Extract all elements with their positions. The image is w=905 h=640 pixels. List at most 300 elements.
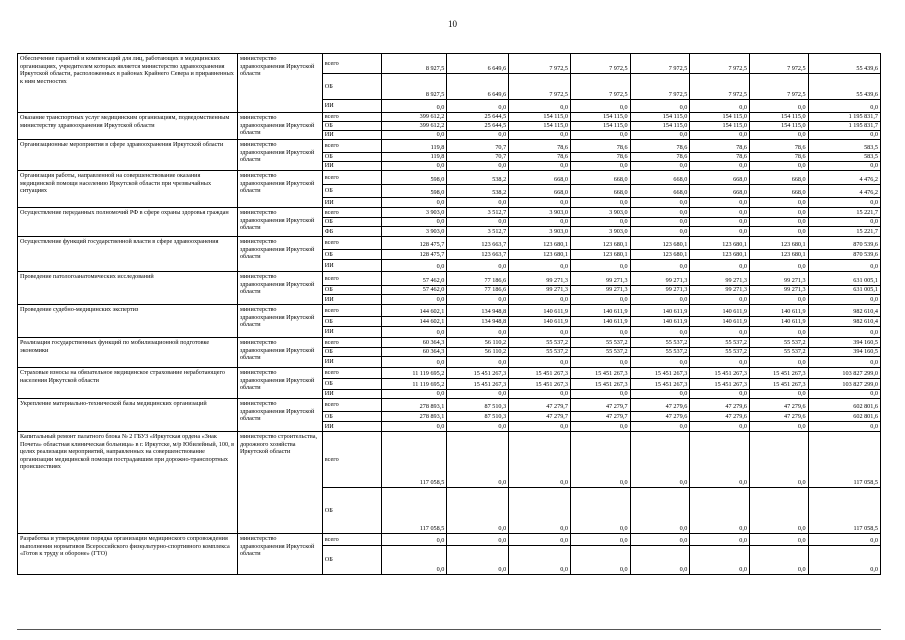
year-value-cell: 3 903,0: [570, 227, 630, 237]
funding-source: ОБ: [322, 546, 382, 575]
year-value-cell: 154 115,0: [750, 113, 809, 122]
total-value-cell: 631 005,1: [808, 272, 880, 286]
year-value-cell: 99 271,3: [690, 272, 750, 286]
total-value-cell: 4 476,2: [808, 171, 880, 185]
total-value-cell: 0,0: [808, 327, 880, 338]
year-value-cell: 123 680,1: [509, 250, 571, 260]
year-value-cell: 3 903,0: [509, 227, 571, 237]
executor-name: министерство здравоохранения Иркутской области: [237, 272, 322, 305]
year-value-cell: 538,2: [447, 171, 509, 185]
year-value-cell: 0,0: [509, 546, 571, 575]
total-value-cell: 394 160,5: [808, 338, 880, 348]
program-funding-table: [17, 53, 881, 575]
year-value-cell: 154 115,0: [690, 122, 750, 131]
year-value-cell: 55 537,2: [630, 348, 690, 357]
total-value-cell: 15 221,7: [808, 227, 880, 237]
year-value-cell: 0,0: [382, 422, 447, 432]
year-value-cell: 0,0: [447, 295, 509, 305]
year-value-cell: 78,6: [509, 140, 571, 153]
funding-source: ИИ: [322, 390, 382, 399]
year-value-cell: 47 279,7: [570, 412, 630, 422]
page-number: 10: [448, 19, 457, 29]
year-value-cell: 0,0: [750, 357, 809, 368]
year-value-cell: 55 537,2: [509, 338, 571, 348]
total-value-cell: 583,5: [808, 140, 880, 153]
year-value-cell: 0,0: [690, 198, 750, 208]
year-value-cell: 0,0: [447, 218, 509, 227]
year-value-cell: 0,0: [750, 260, 809, 272]
year-value-cell: 0,0: [690, 218, 750, 227]
year-value-cell: 99 271,3: [570, 272, 630, 286]
executor-name: министерство здравоохранения Иркутской области: [237, 171, 322, 208]
year-value-cell: 47 279,6: [690, 399, 750, 412]
year-value-cell: 0,0: [570, 162, 630, 171]
year-value-cell: 56 110,2: [447, 348, 509, 357]
total-value-cell: 1 195 831,7: [808, 113, 880, 122]
year-value-cell: 3 903,0: [382, 227, 447, 237]
year-value-cell: 57 462,0: [382, 286, 447, 295]
year-value-cell: 47 279,7: [509, 399, 571, 412]
year-value-cell: 0,0: [509, 390, 571, 399]
measure-name: Реализация государственных функций по мобилизационной подготовке экономики: [18, 338, 238, 368]
year-value-cell: 78,6: [690, 153, 750, 162]
total-value-cell: 602 801,6: [808, 412, 880, 422]
year-value-cell: 0,0: [750, 208, 809, 218]
year-value-cell: 0,0: [630, 546, 690, 575]
year-value-cell: 3 512,7: [447, 227, 509, 237]
year-value-cell: 78,6: [630, 140, 690, 153]
year-value-cell: 0,0: [750, 198, 809, 208]
year-value-cell: 7 972,5: [509, 54, 571, 74]
year-value-cell: 0,0: [509, 198, 571, 208]
year-value-cell: 668,0: [570, 171, 630, 185]
year-value-cell: 0,0: [382, 100, 447, 113]
year-value-cell: 0,0: [570, 432, 630, 488]
year-value-cell: 0,0: [750, 227, 809, 237]
year-value-cell: 0,0: [750, 295, 809, 305]
funding-source: ИИ: [322, 260, 382, 272]
year-value-cell: 0,0: [509, 131, 571, 140]
year-value-cell: 0,0: [509, 327, 571, 338]
funding-source: ОБ: [322, 348, 382, 357]
year-value-cell: 119,8: [382, 140, 447, 153]
year-value-cell: 0,0: [382, 390, 447, 399]
total-value-cell: 394 160,5: [808, 348, 880, 357]
year-value-cell: 0,0: [630, 534, 690, 546]
year-value-cell: 78,6: [570, 153, 630, 162]
funding-source: ОБ: [322, 379, 382, 390]
funding-source: ОБ: [322, 488, 382, 534]
table-row: [18, 338, 881, 348]
funding-source: всего: [322, 113, 382, 122]
year-value-cell: 87 510,3: [447, 399, 509, 412]
year-value-cell: 0,0: [570, 100, 630, 113]
total-value-cell: 631 005,1: [808, 286, 880, 295]
year-value-cell: 119,8: [382, 153, 447, 162]
year-value-cell: 7 972,5: [690, 54, 750, 74]
year-value-cell: 0,0: [630, 295, 690, 305]
year-value-cell: 0,0: [750, 488, 809, 534]
year-value-cell: 140 611,9: [509, 317, 571, 327]
total-value-cell: 103 827 299,0: [808, 368, 880, 379]
year-value-cell: 0,0: [382, 534, 447, 546]
measure-name: Обеспечение гарантий и компенсаций для лиц, работающих в медицинских организациях, учредителем которых является министерство здравоохранения Иркутской области, расположенных в районах Крайнего Севера и приравненных к ним местностях: [18, 54, 238, 113]
total-value-cell: 55 439,6: [808, 54, 880, 74]
table-row: [18, 140, 881, 153]
year-value-cell: 0,0: [509, 100, 571, 113]
year-value-cell: 399 612,2: [382, 122, 447, 131]
year-value-cell: 0,0: [447, 534, 509, 546]
year-value-cell: 0,0: [630, 422, 690, 432]
year-value-cell: 55 537,2: [630, 338, 690, 348]
measure-name: Организация работы, направленной на совершенствование оказания медицинской помощи населению Иркутской области при чрезвычайных ситуациях: [18, 171, 238, 208]
measure-name: Капитальный ремонт палатного блока № 2 ГБУЗ «Иркутская ордена «Знак Почета» областная клиническая больница» в г. Иркутске, м/р Юбилейный, 100, в целях реализации мероприятий, направленных на совершенствование организации медицинской помощи пострадавшим при дорожно-транспортных происшествиях: [18, 432, 238, 534]
table-row: [18, 171, 881, 185]
year-value-cell: 117 058,5: [382, 432, 447, 488]
year-value-cell: 128 475,7: [382, 250, 447, 260]
year-value-cell: 154 115,0: [509, 122, 571, 131]
year-value-cell: 15 451 267,3: [570, 368, 630, 379]
year-value-cell: 55 537,2: [509, 348, 571, 357]
total-value-cell: 117 058,5: [808, 488, 880, 534]
year-value-cell: 144 602,1: [382, 305, 447, 317]
year-value-cell: 0,0: [630, 218, 690, 227]
year-value-cell: 0,0: [447, 357, 509, 368]
year-value-cell: 123 663,7: [447, 237, 509, 250]
year-value-cell: 99 271,3: [690, 286, 750, 295]
year-value-cell: 140 611,9: [570, 305, 630, 317]
year-value-cell: 0,0: [750, 162, 809, 171]
total-value-cell: 15 221,7: [808, 208, 880, 218]
total-value-cell: 982 610,4: [808, 305, 880, 317]
year-value-cell: 668,0: [690, 171, 750, 185]
funding-source: ОБ: [322, 74, 382, 100]
total-value-cell: 0,0: [808, 260, 880, 272]
year-value-cell: 87 510,3: [447, 412, 509, 422]
total-value-cell: 602 801,6: [808, 399, 880, 412]
measure-name: Осуществление переданных полномочий РФ в сфере охраны здоровья граждан: [18, 208, 238, 237]
year-value-cell: 7 972,5: [509, 74, 571, 100]
executor-name: министерство здравоохранения Иркутской области: [237, 54, 322, 113]
year-value-cell: 123 680,1: [509, 237, 571, 250]
year-value-cell: 0,0: [630, 227, 690, 237]
year-value-cell: 99 271,3: [630, 272, 690, 286]
year-value-cell: 60 364,3: [382, 338, 447, 348]
year-value-cell: 0,0: [630, 260, 690, 272]
year-value-cell: 117 058,5: [382, 488, 447, 534]
year-value-cell: 154 115,0: [630, 122, 690, 131]
year-value-cell: 7 972,5: [570, 54, 630, 74]
year-value-cell: 7 972,5: [690, 74, 750, 100]
executor-name: министерство здравоохранения Иркутской области: [237, 140, 322, 171]
year-value-cell: 0,0: [570, 131, 630, 140]
year-value-cell: 123 680,1: [690, 250, 750, 260]
year-value-cell: 0,0: [447, 162, 509, 171]
year-value-cell: 0,0: [570, 327, 630, 338]
year-value-cell: 140 611,9: [690, 305, 750, 317]
year-value-cell: 0,0: [750, 131, 809, 140]
page-bottom-rule: [17, 629, 881, 630]
year-value-cell: 0,0: [630, 198, 690, 208]
year-value-cell: 154 115,0: [570, 122, 630, 131]
year-value-cell: 0,0: [750, 422, 809, 432]
year-value-cell: 99 271,3: [509, 286, 571, 295]
year-value-cell: 0,0: [509, 534, 571, 546]
table-row: [18, 113, 881, 122]
year-value-cell: 0,0: [447, 260, 509, 272]
year-value-cell: 0,0: [570, 390, 630, 399]
table-row: [18, 54, 881, 74]
year-value-cell: 278 893,1: [382, 399, 447, 412]
year-value-cell: 0,0: [447, 432, 509, 488]
year-value-cell: 0,0: [509, 357, 571, 368]
executor-name: министерство здравоохранения Иркутской области: [237, 208, 322, 237]
year-value-cell: 0,0: [630, 432, 690, 488]
year-value-cell: 0,0: [630, 327, 690, 338]
total-value-cell: 0,0: [808, 422, 880, 432]
year-value-cell: 0,0: [382, 546, 447, 575]
funding-source: ОБ: [322, 317, 382, 327]
year-value-cell: 154 115,0: [750, 122, 809, 131]
year-value-cell: 0,0: [509, 422, 571, 432]
total-value-cell: 0,0: [808, 198, 880, 208]
funding-source: всего: [322, 432, 382, 488]
year-value-cell: 25 644,5: [447, 122, 509, 131]
table-row: [18, 208, 881, 218]
year-value-cell: 538,2: [447, 185, 509, 198]
year-value-cell: 668,0: [750, 171, 809, 185]
year-value-cell: 0,0: [447, 390, 509, 399]
year-value-cell: 0,0: [570, 198, 630, 208]
year-value-cell: 15 451 267,3: [690, 379, 750, 390]
funding-source: ОБ: [322, 122, 382, 131]
year-value-cell: 60 364,3: [382, 348, 447, 357]
year-value-cell: 3 903,0: [509, 208, 571, 218]
year-value-cell: 140 611,9: [570, 317, 630, 327]
year-value-cell: 0,0: [750, 534, 809, 546]
year-value-cell: 0,0: [382, 131, 447, 140]
year-value-cell: 99 271,3: [750, 272, 809, 286]
funding-source: всего: [322, 237, 382, 250]
year-value-cell: 0,0: [630, 357, 690, 368]
year-value-cell: 78,6: [690, 140, 750, 153]
year-value-cell: 0,0: [750, 390, 809, 399]
funding-source: всего: [322, 534, 382, 546]
table-row: [18, 432, 881, 488]
year-value-cell: 0,0: [447, 100, 509, 113]
total-value-cell: 870 539,6: [808, 250, 880, 260]
year-value-cell: 0,0: [570, 534, 630, 546]
year-value-cell: 140 611,9: [750, 305, 809, 317]
year-value-cell: 0,0: [690, 227, 750, 237]
year-value-cell: 123 680,1: [750, 237, 809, 250]
total-value-cell: 0,0: [808, 295, 880, 305]
total-value-cell: 55 439,6: [808, 74, 880, 100]
year-value-cell: 140 611,9: [630, 305, 690, 317]
year-value-cell: 0,0: [690, 260, 750, 272]
year-value-cell: 128 475,7: [382, 237, 447, 250]
year-value-cell: 0,0: [750, 100, 809, 113]
year-value-cell: 15 451 267,3: [447, 379, 509, 390]
year-value-cell: 47 279,6: [690, 412, 750, 422]
year-value-cell: 0,0: [690, 432, 750, 488]
year-value-cell: 3 903,0: [382, 208, 447, 218]
funding-source: всего: [322, 140, 382, 153]
year-value-cell: 0,0: [690, 357, 750, 368]
year-value-cell: 47 279,6: [750, 399, 809, 412]
year-value-cell: 0,0: [690, 100, 750, 113]
year-value-cell: 0,0: [509, 218, 571, 227]
table-row: [18, 305, 881, 317]
year-value-cell: 55 537,2: [750, 338, 809, 348]
year-value-cell: 123 680,1: [690, 237, 750, 250]
total-value-cell: 0,0: [808, 546, 880, 575]
year-value-cell: 668,0: [509, 171, 571, 185]
year-value-cell: 3 512,7: [447, 208, 509, 218]
year-value-cell: 70,7: [447, 153, 509, 162]
year-value-cell: 0,0: [630, 131, 690, 140]
funding-source: ИИ: [322, 162, 382, 171]
year-value-cell: 15 451 267,3: [570, 379, 630, 390]
year-value-cell: 0,0: [382, 218, 447, 227]
year-value-cell: 0,0: [447, 488, 509, 534]
year-value-cell: 0,0: [750, 546, 809, 575]
year-value-cell: 0,0: [382, 162, 447, 171]
year-value-cell: 0,0: [382, 260, 447, 272]
year-value-cell: 123 680,1: [630, 237, 690, 250]
year-value-cell: 7 972,5: [630, 74, 690, 100]
year-value-cell: 15 451 267,3: [750, 368, 809, 379]
executor-name: министерство здравоохранения Иркутской области: [237, 534, 322, 575]
year-value-cell: 668,0: [570, 185, 630, 198]
year-value-cell: 0,0: [447, 422, 509, 432]
measure-name: Проведение патологоанатомических исследований: [18, 272, 238, 305]
year-value-cell: 15 451 267,3: [509, 368, 571, 379]
year-value-cell: 0,0: [509, 162, 571, 171]
total-value-cell: 583,5: [808, 153, 880, 162]
year-value-cell: 0,0: [447, 546, 509, 575]
year-value-cell: 15 451 267,3: [509, 379, 571, 390]
total-value-cell: 0,0: [808, 162, 880, 171]
year-value-cell: 0,0: [447, 131, 509, 140]
year-value-cell: 15 451 267,3: [750, 379, 809, 390]
executor-name: министерство здравоохранения Иркутской области: [237, 399, 322, 432]
total-value-cell: 0,0: [808, 100, 880, 113]
year-value-cell: 55 537,2: [750, 348, 809, 357]
year-value-cell: 0,0: [509, 432, 571, 488]
year-value-cell: 7 972,5: [750, 74, 809, 100]
year-value-cell: 0,0: [690, 327, 750, 338]
year-value-cell: 55 537,2: [570, 348, 630, 357]
year-value-cell: 0,0: [630, 100, 690, 113]
year-value-cell: 0,0: [690, 488, 750, 534]
total-value-cell: 870 539,6: [808, 237, 880, 250]
year-value-cell: 7 972,5: [630, 54, 690, 74]
table-row: [18, 237, 881, 250]
year-value-cell: 7 972,5: [570, 74, 630, 100]
year-value-cell: 8 927,5: [382, 74, 447, 100]
table-row: [18, 399, 881, 412]
year-value-cell: 123 680,1: [570, 250, 630, 260]
funding-source: ИИ: [322, 198, 382, 208]
funding-source: ИИ: [322, 327, 382, 338]
funding-source: ОБ: [322, 153, 382, 162]
year-value-cell: 0,0: [690, 131, 750, 140]
year-value-cell: 668,0: [690, 185, 750, 198]
year-value-cell: 55 537,2: [570, 338, 630, 348]
measure-name: Страховые взносы на обязательное медицинское страхование неработающего населения Иркутской области: [18, 368, 238, 399]
funding-source: ОБ: [322, 250, 382, 260]
year-value-cell: 123 680,1: [570, 237, 630, 250]
year-value-cell: 140 611,9: [690, 317, 750, 327]
executor-name: министерство здравоохранения Иркутской области: [237, 237, 322, 272]
year-value-cell: 11 119 695,2: [382, 368, 447, 379]
year-value-cell: 0,0: [750, 327, 809, 338]
measure-name: Осуществление функций государственной власти в сфере здравоохранения: [18, 237, 238, 272]
funding-source: ИИ: [322, 131, 382, 140]
year-value-cell: 70,7: [447, 140, 509, 153]
year-value-cell: 0,0: [690, 295, 750, 305]
year-value-cell: 15 451 267,3: [630, 368, 690, 379]
year-value-cell: 78,6: [570, 140, 630, 153]
year-value-cell: 0,0: [690, 162, 750, 171]
measure-name: Проведение судебно-медицинских экспертиз: [18, 305, 238, 338]
funding-source: ОБ: [322, 185, 382, 198]
year-value-cell: 140 611,9: [509, 305, 571, 317]
year-value-cell: 140 611,9: [630, 317, 690, 327]
year-value-cell: 47 279,7: [570, 399, 630, 412]
year-value-cell: 99 271,3: [750, 286, 809, 295]
year-value-cell: 0,0: [447, 327, 509, 338]
year-value-cell: 668,0: [750, 185, 809, 198]
year-value-cell: 668,0: [509, 185, 571, 198]
funding-source: всего: [322, 208, 382, 218]
total-value-cell: 982 610,4: [808, 317, 880, 327]
total-value-cell: 1 195 831,7: [808, 122, 880, 131]
year-value-cell: 55 537,2: [690, 338, 750, 348]
year-value-cell: 0,0: [382, 327, 447, 338]
year-value-cell: 99 271,3: [509, 272, 571, 286]
year-value-cell: 0,0: [630, 488, 690, 534]
year-value-cell: 0,0: [382, 295, 447, 305]
executor-name: министерство здравоохранения Иркутской области: [237, 305, 322, 338]
executor-name: министерство здравоохранения Иркутской области: [237, 368, 322, 399]
year-value-cell: 134 948,8: [447, 305, 509, 317]
year-value-cell: 0,0: [690, 208, 750, 218]
year-value-cell: 55 537,2: [690, 348, 750, 357]
year-value-cell: 0,0: [509, 488, 571, 534]
measure-name: Оказание транспортных услуг медицинским организациям, подведомственным министерству здравоохранения Иркутской области: [18, 113, 238, 140]
total-value-cell: 103 827 299,0: [808, 379, 880, 390]
year-value-cell: 0,0: [382, 357, 447, 368]
total-value-cell: 0,0: [808, 131, 880, 140]
year-value-cell: 47 279,6: [750, 412, 809, 422]
year-value-cell: 15 451 267,3: [630, 379, 690, 390]
executor-name: министерство строительства, дорожного хозяйства Иркутской области: [237, 432, 322, 534]
funding-source: всего: [322, 272, 382, 286]
funding-source: ОБ: [322, 286, 382, 295]
total-value-cell: 0,0: [808, 390, 880, 399]
year-value-cell: 15 451 267,3: [690, 368, 750, 379]
year-value-cell: 0,0: [750, 432, 809, 488]
total-value-cell: 0,0: [808, 534, 880, 546]
year-value-cell: 47 279,6: [630, 399, 690, 412]
funding-source: ОБ: [322, 412, 382, 422]
year-value-cell: 123 680,1: [630, 250, 690, 260]
total-value-cell: 4 476,2: [808, 185, 880, 198]
year-value-cell: 668,0: [630, 185, 690, 198]
year-value-cell: 668,0: [630, 171, 690, 185]
